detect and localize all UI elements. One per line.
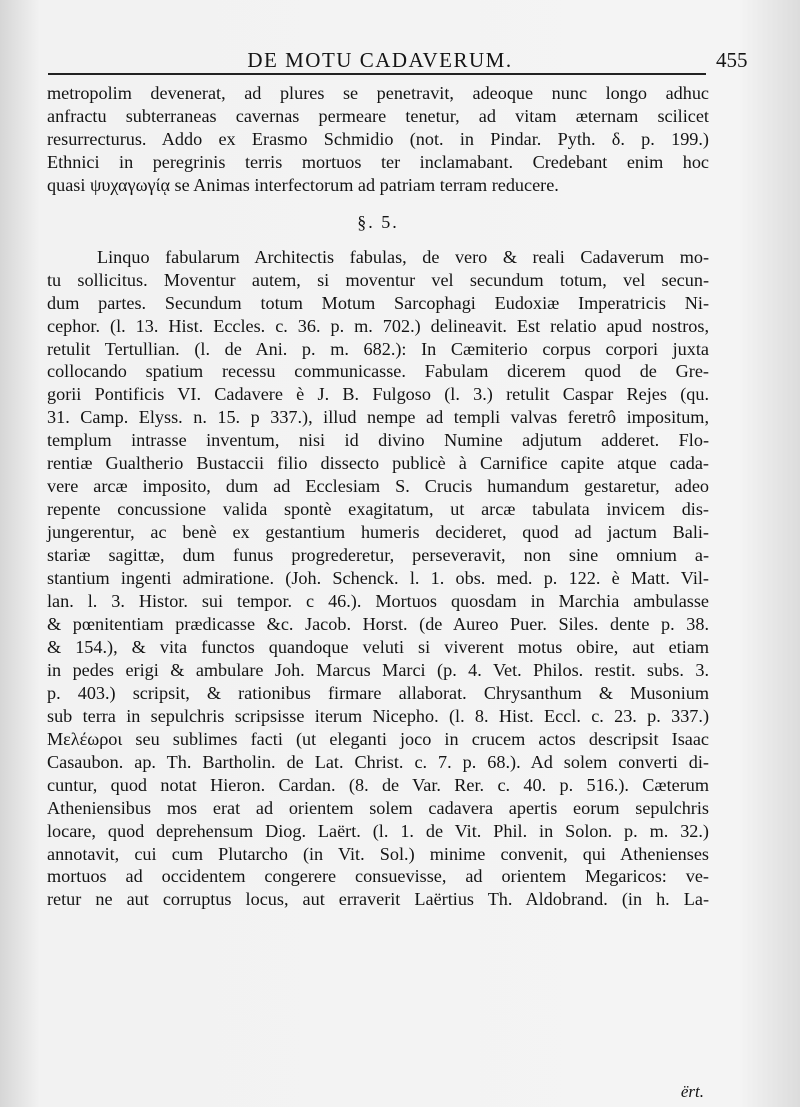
text-line: collocando spatium recessu communicasse. Fabulam dicerem quod de Gre- bbox=[47, 361, 709, 382]
text-line: p. 403.) scripsit, & rationibus firmare allaborat. Chrysanthum & Musonium bbox=[47, 682, 709, 703]
text-line: cephor. (l. 13. Hist. Eccles. c. 36. p. m. 702.) delineavit. Est relatio apud nostros, bbox=[47, 315, 709, 336]
text-line: & pœnitentiam prædicasse &c. Jacob. Horst. (de Aureo Puer. Siles. dente p. 38. bbox=[47, 613, 709, 634]
text-line: jungerentur, ac benè ex gestantium humeris decideret, quod ad jactum Bali- bbox=[47, 522, 709, 543]
body-text bbox=[47, 82, 709, 911]
text-line: 31. Camp. Elyss. n. 15. p 337.), illud nempe ad templi valvas feretrô impositum, bbox=[47, 407, 709, 428]
text-line: Casaubon. ap. Th. Bartholin. de Lat. Christ. c. 7. p. 68.). Ad solem converti di- bbox=[47, 751, 709, 772]
text-line: lan. l. 3. Histor. sui tempor. c 46.). Mortuos quosdam in Marchia ambulasse bbox=[47, 591, 709, 612]
running-title: DE MOTU CADAVERUM. bbox=[247, 48, 513, 72]
text-line: Atheniensibus mos erat ad orientem solem cadavera apertis eorum sepulchris bbox=[47, 797, 709, 818]
text-line: metropolim devenerat, ad plures se penetravit, adeoque nunc longo adhuc bbox=[47, 83, 709, 103]
text-line: vere arcæ imposito, dum ad Ecclesiam S. Crucis humandum gestaretur, adeo bbox=[47, 476, 709, 497]
text-line: sub terra in sepulchris scripsisse iterum Nicepho. (l. 8. Hist. Eccl. c. 23. p. 337.) bbox=[47, 705, 709, 726]
text-line: repente concussione valida spontè exagitatum, ut arcæ tabulata invicem dis- bbox=[47, 499, 709, 520]
header-rule bbox=[48, 73, 706, 75]
text-line: resurrecturus. Addo ex Erasmo Schmidio (not. in Pindar. Pyth. δ. p. 199.) bbox=[47, 128, 709, 149]
text-line: stantium ingenti admiratione. (Joh. Schenck. l. 1. obs. med. p. 122. è Matt. Vil- bbox=[47, 568, 709, 589]
section-heading: §. 5. bbox=[357, 211, 399, 232]
text-line: Μελέωροι seu sublimes facti (ut eleganti joco in crucem actos descripsit Isaac bbox=[47, 728, 709, 749]
text-line: tu sollicitus. Moventur autem, si moventur vel secundum totum, vel secun- bbox=[47, 269, 709, 290]
catchword: ërt. bbox=[680, 1082, 704, 1101]
paragraph-1 bbox=[47, 82, 709, 197]
text-line: mortuos ad occidentem congerere consuevisse, ad orientem Megaricos: ve- bbox=[47, 866, 709, 887]
text-line: quasi ψυχαγωγίᾳ se Animas interfectorum ad patriam terram reducere. bbox=[47, 174, 559, 195]
text-line: Ethnici in peregrinis terris mortuos ter inclamabant. Credebant enim hoc bbox=[47, 151, 709, 172]
text-line: rentiæ Gualtherio Bustaccii filio dissecto publicè à Carnifice capite atque cada- bbox=[47, 453, 709, 474]
text-line: stariæ sagittæ, dum funus progrederetur, perseveravit, non sine omnium a- bbox=[47, 545, 709, 566]
text-line: annotavit, cui cum Plutarcho (in Vit. Sol.) minime convenit, qui Athenienses bbox=[47, 843, 709, 864]
text-line: retulit Tertullian. (l. de Ani. p. m. 682.): In Cæmiterio corpus corpori juxta bbox=[47, 338, 709, 359]
paragraph-2 bbox=[47, 246, 709, 912]
text-line: in pedes erigi & ambulare Joh. Marcus Marci (p. 4. Vet. Philos. restit. subs. 3. bbox=[47, 659, 709, 680]
text-line: Linquo fabularum Architectis fabulas, de vero & reali Cadaverum mo- bbox=[97, 246, 709, 267]
text-line: & 154.), & vita functos quandoque veluti si viverent motus obire, aut etiam bbox=[47, 636, 709, 657]
text-line: retur ne aut corruptus locus, aut erraverit Laërtius Th. Aldobrand. (in h. La- bbox=[47, 889, 709, 910]
text-line: locare, quod deprehensum Diog. Laërt. (l. 1. de Vit. Phil. in Solon. p. m. 32.) bbox=[47, 820, 709, 841]
text-line: anfractu subterraneas cavernas permeare tenetur, ad vitam æternam scilicet bbox=[47, 105, 709, 126]
text-line: templum intrasse inventum, nisi id divino Numine adjutum adderet. Flo- bbox=[47, 430, 709, 451]
text-line: dum partes. Secundum totum Motum Sarcophagi Eudoxiæ Imperatricis Ni- bbox=[47, 292, 709, 313]
page-number: 455 bbox=[716, 48, 748, 72]
text-line: cuntur, quod notat Hieron. Cardan. (8. de Var. Rer. c. 40. p. 516.). Cæterum bbox=[47, 774, 709, 795]
text-line: gorii Pontificis VI. Cadavere è J. B. Fulgoso (l. 3.) retulit Caspar Rejes (qu. bbox=[47, 384, 709, 405]
